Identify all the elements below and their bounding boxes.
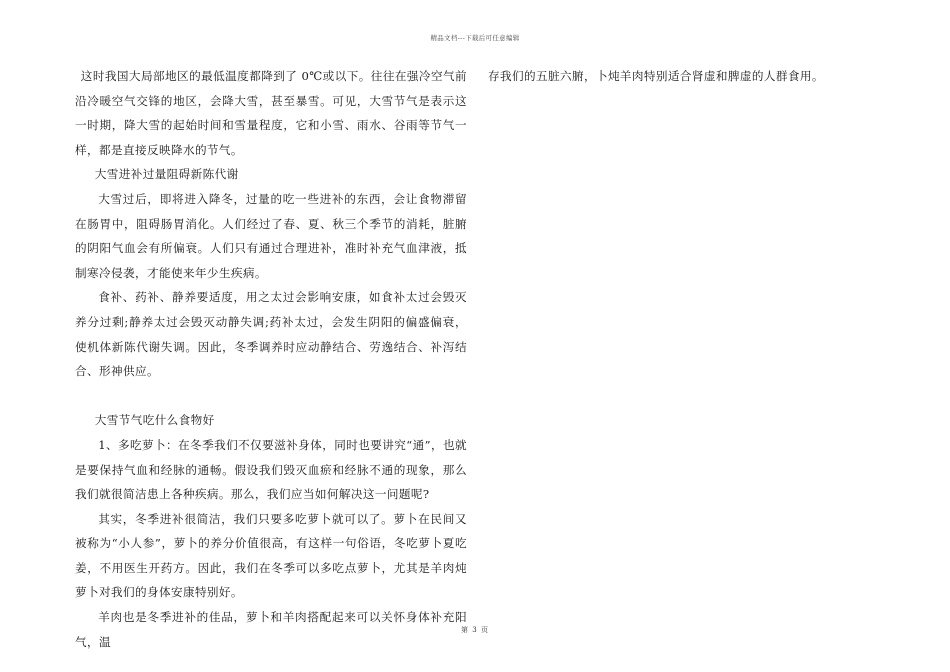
paragraph-after-heavy-snow: 大雪过后，即将进入降冬，过量的吃一些进补的东西，会让食物滞留在肠胃中，阻碍肠胃消化。人们经过了春、夏、秋三个季节的消耗，脏腑的阴阳气血会有所偏衰。人们只有通过合理进补，准时补充气血津液，抵制寒冷侵袭，才能使来年少生疾病。 xyxy=(75,191,467,280)
paragraph-mutton: 羊肉也是冬季进补的佳品，萝卜和羊肉搭配起来可以关怀身体补充阳气，温 xyxy=(75,610,467,649)
paragraph-gap xyxy=(75,384,467,409)
paragraph-temperature: 这时我国大局部地区的最低温度都降到了 0℃或以下。往往在强冷空气前沿冷暖空气交锋的地区，会降大雪，甚至暴雪。可见，大雪节气是表示这一时期，降大雪的起始时间和雪量程度，它和小雪、雨水、谷雨等节气一样，都是直接反映降水的节气。 xyxy=(75,69,467,157)
section-heading-foods: 大雪节气吃什么食物好 xyxy=(94,413,215,428)
left-column xyxy=(75,64,467,654)
paragraph-moderation: 食补、药补、静养要适度，用之太过会影响安康，如食补太过会毁灭养分过剩;静养太过会毁灭动静失调;药补太过，会发生阴阳的偏盛偏衰，使机体新陈代谢失调。因此，冬季调养时应动静结合、劳逸结合、补泻结合、形神供应。 xyxy=(75,290,467,379)
paragraph-little-ginseng: 其实，冬季进补很简洁，我们只要多吃萝卜就可以了。萝卜在民间又被称为“小人参”，萝卜的养分价值很高，有这样一句俗语，冬吃萝卜夏吃姜，不用医生开药方。因此，我们在冬季可以多吃点萝卜，尤其是羊肉炖萝卜对我们的身体安康特别好。 xyxy=(75,511,467,600)
section-heading-overnourish: 大雪进补过量阻碍新陈代谢 xyxy=(94,167,239,182)
paragraph-radish: 1、多吃萝卜：在冬季我们不仅要滋补身体，同时也要讲究“通”，也就是要保持气血和经脉的通畅。假设我们毁灭血瘀和经脉不通的现象，那么我们就很简洁患上各种疾病。那么，我们应当如何解决这一问题呢? xyxy=(75,437,467,502)
right-column xyxy=(488,64,888,89)
page-number: 第 3 页 xyxy=(461,626,489,634)
paragraph-continuation: 存我们的五脏六腑，卜炖羊肉特别适合肾虚和脾虚的人群食用。 xyxy=(488,69,824,83)
page-header: 精品文档---下载后可任意编辑 xyxy=(430,34,520,42)
